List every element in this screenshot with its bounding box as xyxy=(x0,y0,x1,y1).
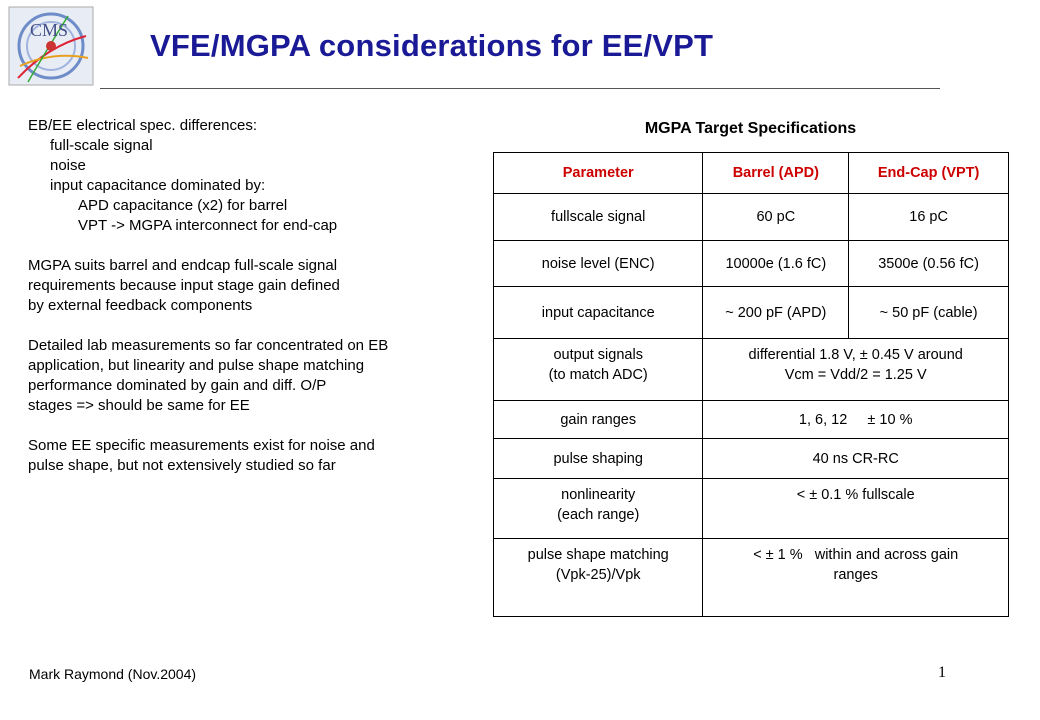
text-line: requirements because input stage gain defined xyxy=(28,277,340,294)
table-cell: 3500e (0.56 fC) xyxy=(849,241,1009,287)
text-line: Detailed lab measurements so far concentrated on EB xyxy=(28,337,389,354)
table-cell: 1, 6, 12 ± 10 % xyxy=(703,401,1009,439)
text-line: performance dominated by gain and diff. O/P xyxy=(28,377,327,394)
footer-author: Mark Raymond (Nov.2004) xyxy=(29,666,197,682)
table-cell: 10000e (1.6 fC) xyxy=(703,241,849,287)
page-title: VFE/MGPA considerations for EE/VPT xyxy=(150,28,714,63)
table-cell: pulse shaping xyxy=(494,439,703,479)
text-line: EB/EE electrical spec. differences: xyxy=(28,117,257,134)
table-title: MGPA Target Specifications xyxy=(644,120,857,137)
table-cell: output signals (to match ADC) xyxy=(494,339,703,401)
table-cell: ~ 200 pF (APD) xyxy=(703,287,849,339)
table-cell: fullscale signal xyxy=(494,194,703,241)
left-text-block xyxy=(28,116,488,476)
table-row xyxy=(494,539,1009,617)
text-line: APD capacitance (x2) for barrel xyxy=(78,197,288,214)
table-cell: gain ranges xyxy=(494,401,703,439)
table-cell: 60 pC xyxy=(703,194,849,241)
spec-table xyxy=(493,152,1009,617)
table-cell: noise level (ENC) xyxy=(494,241,703,287)
table-cell: 16 pC xyxy=(849,194,1009,241)
text-line: Some EE specific measurements exist for noise and xyxy=(28,437,375,454)
text-line: MGPA suits barrel and endcap full-scale signal xyxy=(28,257,338,274)
table-row xyxy=(494,339,1009,401)
cms-logo-text: CMS xyxy=(30,20,69,40)
text-line: application, but linearity and pulse shape matching xyxy=(28,357,365,374)
text-line: noise xyxy=(50,157,86,174)
table-row xyxy=(494,194,1009,241)
header-cell: End-Cap (VPT) xyxy=(849,153,1009,194)
text-line: stages => should be same for EE xyxy=(28,397,250,414)
table-cell: differential 1.8 V, ± 0.45 V around Vcm = Vdd/2 = 1.25 V xyxy=(703,339,1009,401)
table-row xyxy=(494,479,1009,539)
text-line: input capacitance dominated by: xyxy=(50,177,266,194)
table-cell: < ± 1 % within and across gain ranges xyxy=(703,539,1009,617)
cms-logo xyxy=(8,6,94,86)
table-cell: ~ 50 pF (cable) xyxy=(849,287,1009,339)
table-row xyxy=(494,241,1009,287)
table-cell: input capacitance xyxy=(494,287,703,339)
table-cell: nonlinearity (each range) xyxy=(494,479,703,539)
table-cell: 40 ns CR-RC xyxy=(703,439,1009,479)
title-rule xyxy=(100,88,940,89)
table-header-row xyxy=(494,153,1009,194)
table-row xyxy=(494,287,1009,339)
table-row xyxy=(494,439,1009,479)
text-line: full-scale signal xyxy=(50,137,153,154)
text-line: by external feedback components xyxy=(28,297,253,314)
header-cell: Parameter xyxy=(494,153,703,194)
page-number: 1 xyxy=(938,664,946,681)
table-cell: pulse shape matching (Vpk-25)/Vpk xyxy=(494,539,703,617)
text-line: VPT -> MGPA interconnect for end-cap xyxy=(78,217,338,234)
text-line: pulse shape, but not extensively studied so far xyxy=(28,457,336,474)
table-row xyxy=(494,401,1009,439)
header-cell: Barrel (APD) xyxy=(703,153,849,194)
table-cell: < ± 0.1 % fullscale xyxy=(703,479,1009,539)
